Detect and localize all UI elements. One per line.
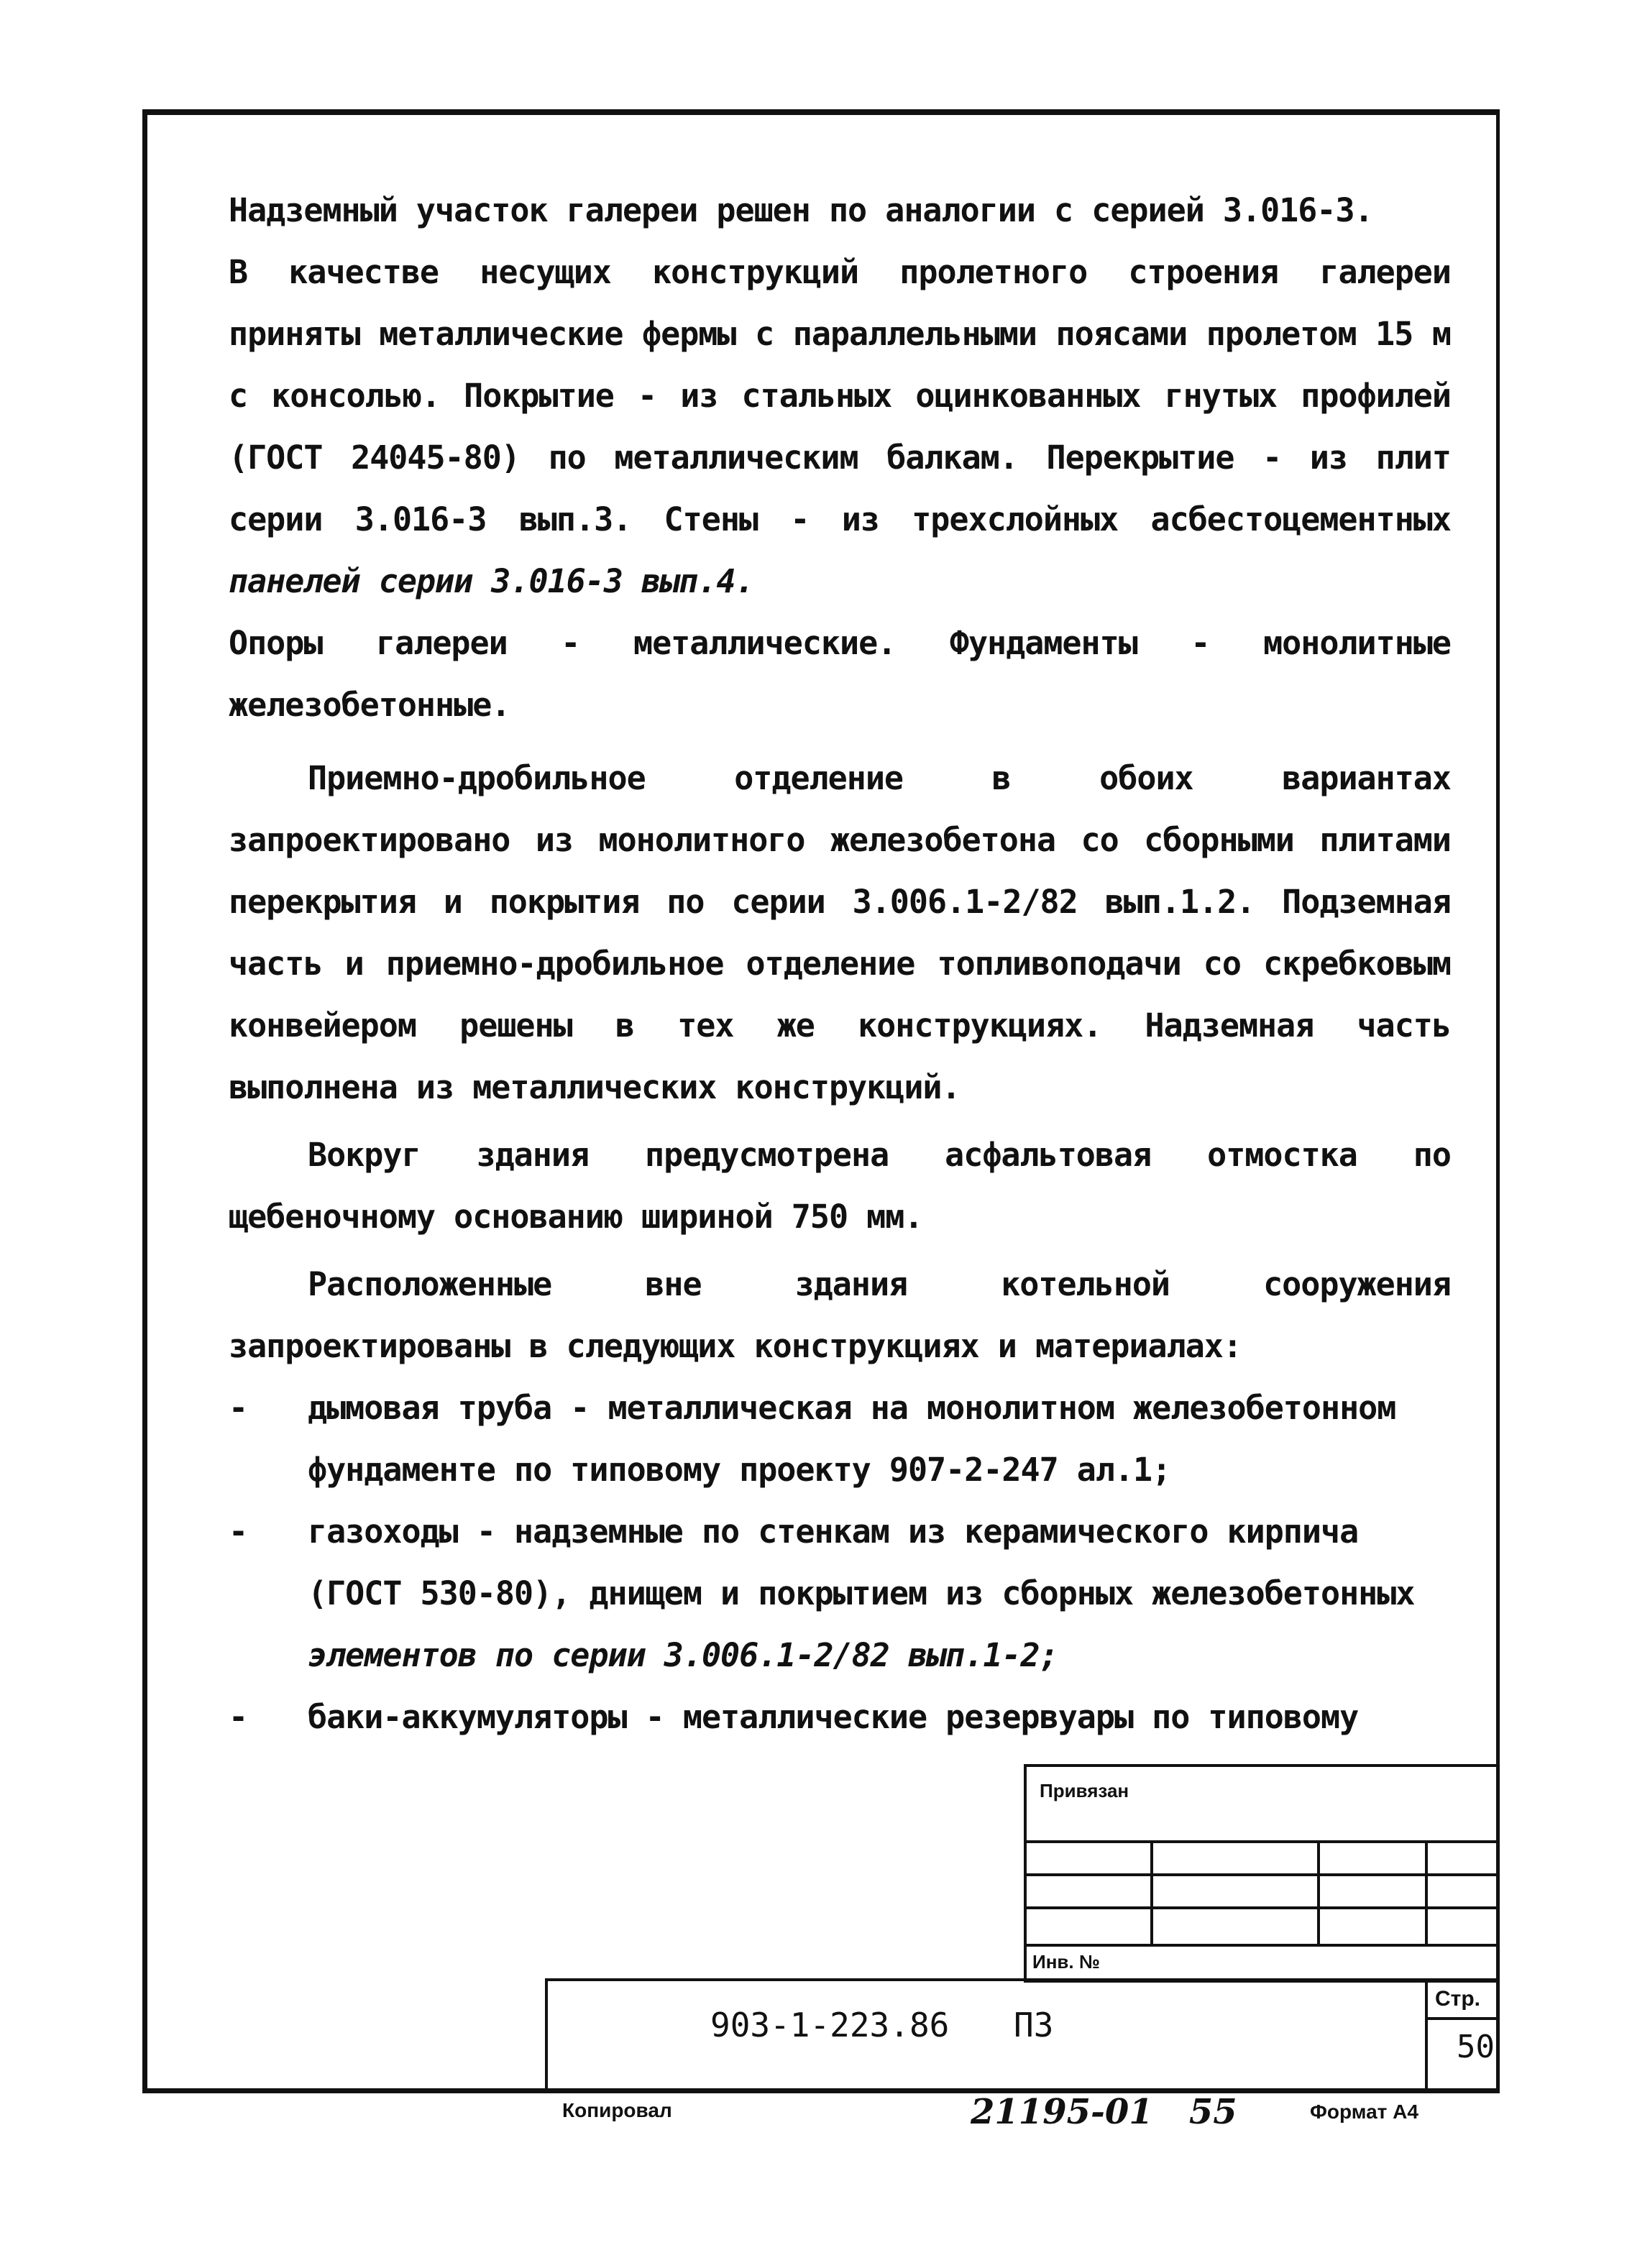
page-number: 50 bbox=[1457, 2029, 1495, 2065]
copied-label: Копировал bbox=[562, 2099, 672, 2121]
handwritten-note: 21195-01 55 bbox=[971, 2092, 1237, 2132]
document-code: 903-1-223.86 bbox=[710, 2006, 950, 2044]
paragraph-2-text: В качестве несущих конструкций пролетного строения галереи приняты металлические фермы с параллельными поясами пролетом 15 м с консолью. Покрытие - из стальных оцинкованных гнутых профилей (ГОСТ 24045-80) по металлическим балкам. Перекрытие - из плит серии 3.016-3 вып.3. Стены - из трехслойных асбестоцементных bbox=[229, 253, 1451, 538]
list-item-text: баки-аккумуляторы - металлические резервуары по типовому bbox=[308, 1698, 1359, 1736]
paragraph-4: Приемно-дробильное отделение в обоих вариантах запроектировано из монолитного железобетона со сборными плитами перекрытия и покрытия по серии 3.006.1-2/82 вып.1.2. Подземная часть и приемно-дробильное отделение топливоподачи со скребковым конвейером решены в тех же конструкциях. Надземная часть выполнена из металлических конструкций. bbox=[229, 759, 1451, 1106]
list-item bbox=[229, 1501, 1451, 1686]
list-item-text bbox=[308, 1501, 1451, 1686]
stamp-row-line bbox=[1024, 1906, 1500, 1909]
stamp-row-line bbox=[1024, 1840, 1500, 1843]
paragraph-6: Расположенные вне здания котельной сооружения запроектированы в следующих конструкциях и материалах: bbox=[229, 1265, 1451, 1365]
paragraph-2 bbox=[229, 242, 1451, 612]
stamp-row-line bbox=[1024, 1944, 1500, 1947]
page-box-divider bbox=[1425, 2017, 1500, 2020]
list-item bbox=[229, 1377, 1451, 1501]
stamp-col-line bbox=[1150, 1840, 1153, 1945]
stamp-col-line bbox=[1425, 1840, 1428, 1945]
stamp-col-line bbox=[1317, 1840, 1320, 1945]
list-item-text-a: газоходы - надземные по стенкам из керамического кирпича (ГОСТ 530-80), днищем и покрытием из сборных железобетонных bbox=[308, 1512, 1415, 1612]
bullet-dash: - bbox=[229, 1698, 248, 1736]
paragraph-1: Надземный участок галереи решен по аналогии с серией 3.016-3. bbox=[229, 191, 1373, 229]
list-item bbox=[229, 1686, 1451, 1748]
paragraph-3: Опоры галереи - металлические. Фундаменты - монолитные железобетонные. bbox=[229, 624, 1451, 724]
paragraph-2-italic: панелей серии 3.016-3 вып.4. bbox=[229, 562, 754, 600]
bullet-dash: - bbox=[229, 1512, 248, 1551]
list-item-text-b: элементов по серии 3.006.1-2/82 вып.1-2; bbox=[308, 1636, 1058, 1674]
title-block-divider bbox=[1425, 1978, 1428, 2093]
binding-label: Привязан bbox=[1040, 1780, 1129, 1801]
inventory-number-label: Инв. № bbox=[1032, 1951, 1100, 1973]
document-body bbox=[229, 180, 1451, 1748]
list-item-text: дымовая труба - металлическая на монолитном железобетонном фундаменте по типовому проекту 907-2-247 ал.1; bbox=[308, 1389, 1396, 1489]
paragraph-5: Вокруг здания предусмотрена асфальтовая отмостка по щебеночному основанию шириной 750 мм. bbox=[229, 1136, 1451, 1236]
page-label: Стр. bbox=[1435, 1987, 1481, 2011]
stamp-row-line bbox=[1024, 1873, 1500, 1876]
document-type: ПЗ bbox=[1014, 2006, 1054, 2044]
format-label: Формат А4 bbox=[1310, 2101, 1418, 2123]
bullet-dash: - bbox=[229, 1389, 248, 1427]
